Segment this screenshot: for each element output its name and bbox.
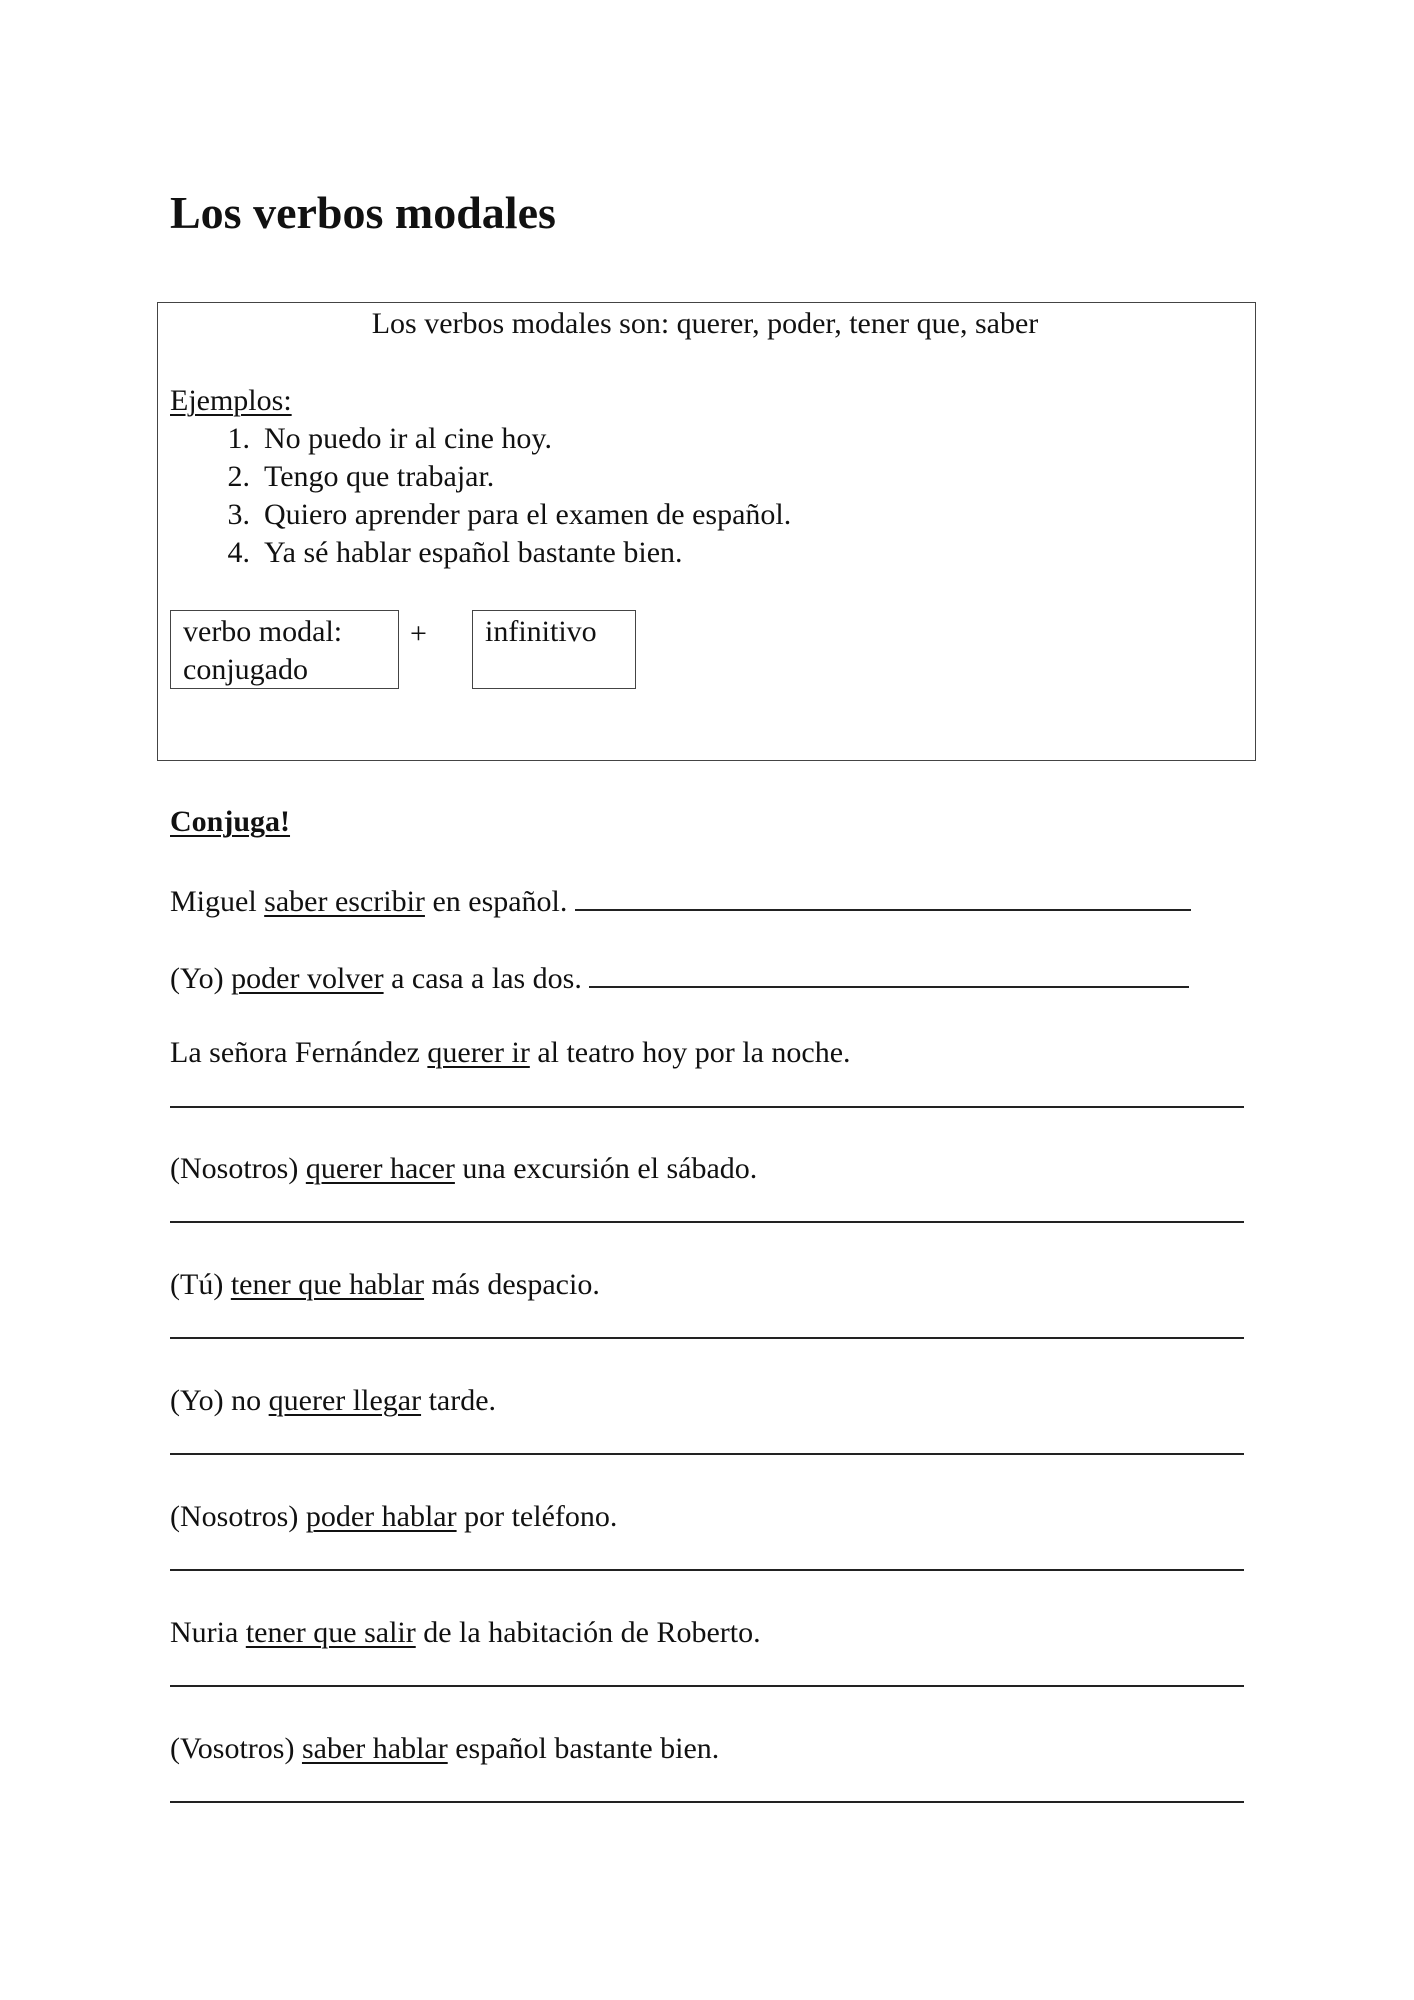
exercise-verb: querer hacer: [305, 1152, 455, 1185]
exercise-sentence: (Tú) tener que hablar más despacio.: [170, 1268, 600, 1301]
exercise-sentence: La señora Fernández querer ir al teatro hoy por la noche.: [170, 1036, 851, 1069]
answer-blank[interactable]: [170, 1106, 1244, 1108]
exercise-sentence: Miguel saber escribir en español.: [170, 879, 1191, 922]
example-number: 2.: [227, 460, 250, 493]
example-text: Tengo que trabajar.: [264, 460, 495, 493]
exercise-verb: querer llegar: [268, 1384, 422, 1417]
example-number: 1.: [227, 422, 250, 455]
example-number: 3.: [227, 498, 250, 531]
page-title: Los verbos modales: [170, 187, 556, 238]
exercise-sentence: (Yo) poder volver a casa a las dos.: [170, 956, 1189, 999]
example-text: Quiero aprender para el examen de español.: [264, 498, 792, 531]
answer-blank[interactable]: [170, 1453, 1244, 1455]
exercise-sentence: (Yo) no querer llegar tarde.: [170, 1384, 497, 1417]
example-item: [170, 533, 683, 573]
answer-blank[interactable]: [170, 1221, 1244, 1223]
answer-blank[interactable]: [589, 956, 1189, 988]
example-number: 4.: [227, 536, 250, 569]
exercise-sentence: (Nosotros) poder hablar por teléfono.: [170, 1500, 618, 1533]
exercise-verb: poder hablar: [305, 1500, 457, 1533]
example-item: [170, 457, 494, 497]
answer-blank[interactable]: [170, 1569, 1244, 1571]
formula-modal-verb-label: verbo modal:: [183, 615, 343, 648]
formula-plus: +: [410, 617, 427, 650]
answer-blank[interactable]: [170, 1337, 1244, 1339]
exercise-verb: saber escribir: [264, 885, 425, 918]
example-text: No puedo ir al cine hoy.: [264, 422, 552, 455]
exercise-verb: tener que hablar: [230, 1268, 425, 1301]
answer-blank[interactable]: [170, 1685, 1244, 1687]
info-intro: Los verbos modales son: querer, poder, tener que, saber: [371, 307, 1039, 340]
exercise-heading: Conjuga!: [170, 805, 291, 838]
exercise-sentence: (Vosotros) saber hablar español bastante bien.: [170, 1732, 720, 1765]
answer-blank[interactable]: [170, 1801, 1244, 1803]
formula-modal-verb-box: [170, 610, 399, 689]
exercise-sentence: (Nosotros) querer hacer una excursión el sábado.: [170, 1152, 758, 1185]
exercise-verb: saber hablar: [301, 1732, 448, 1765]
exercise-sentence: Nuria tener que salir de la habitación de Roberto.: [170, 1616, 761, 1649]
exercise-verb: tener que salir: [245, 1616, 416, 1649]
example-item: [170, 495, 791, 535]
formula-infinitive-box: [472, 610, 636, 689]
example-text: Ya sé hablar español bastante bien.: [264, 536, 683, 569]
answer-blank[interactable]: [575, 879, 1191, 911]
examples-heading: Ejemplos:: [170, 384, 292, 417]
exercise-verb: poder volver: [231, 962, 384, 995]
formula-infinitive-label: infinitivo: [485, 615, 597, 648]
exercise-verb: querer ir: [427, 1036, 530, 1069]
formula-conjugated-label: conjugado: [183, 653, 308, 686]
example-item: [170, 419, 552, 459]
